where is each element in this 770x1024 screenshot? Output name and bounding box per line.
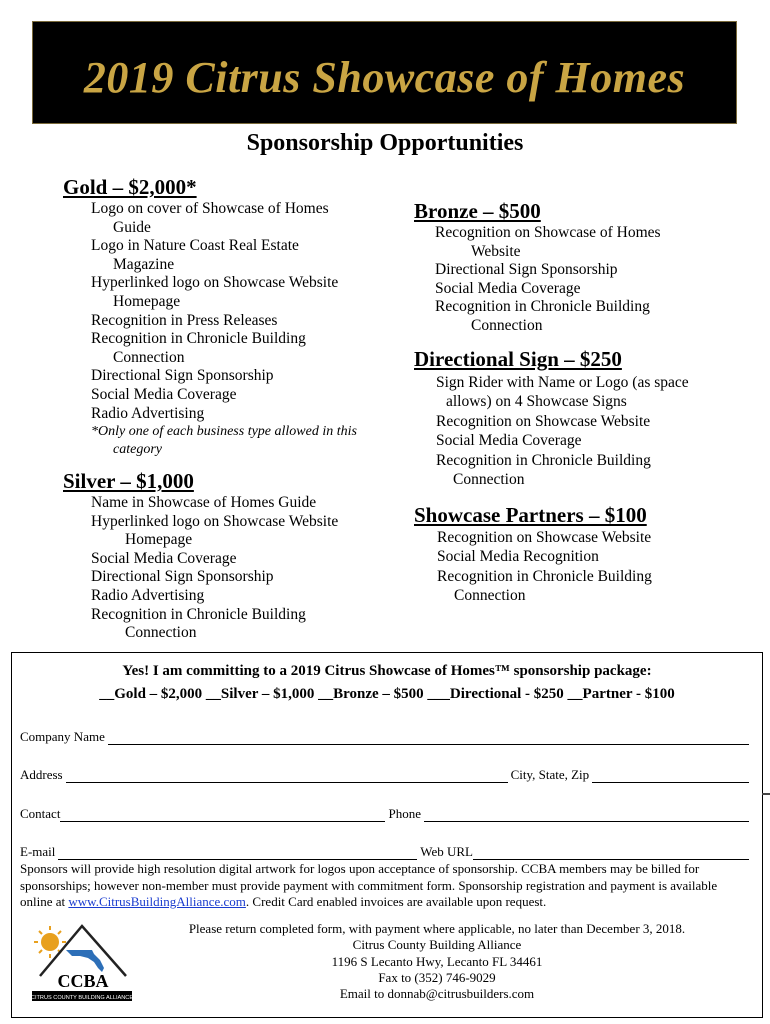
partners-list [437,528,697,606]
list-item: Recognition in Chronicle Building Connection [435,298,650,334]
web-field[interactable] [473,847,749,860]
fine-print-text-end: . Credit Card enabled invoices are available upon request. [245,894,547,909]
phone-field[interactable] [424,809,749,822]
list-item: Directional Sign Sponsorship [435,261,618,279]
list-item: Recognition in Chronicle Building Connection [91,330,306,366]
florida-icon [66,950,104,972]
logo-name: CITRUS COUNTY BUILDING ALLIANCE [30,995,134,1001]
gold-heading: Gold – $2,000* [63,175,197,199]
return-line: Citrus County Building Alliance [352,937,522,953]
email-label: E-mail [20,844,56,859]
email-field[interactable] [58,847,417,860]
title-banner [32,21,737,124]
gold-note: *Only one of each business type allowed in this category [91,424,357,458]
partners-heading: Showcase Partners – $100 [414,503,647,527]
sun-icon [34,926,66,958]
list-item: Social Media Coverage [436,432,582,450]
list-item: Logo on cover of Showcase of Homes Guide [91,200,329,236]
bronze-heading: Bronze – $500 [414,199,541,223]
list-item: Recognition in Chronicle Building Connection [436,451,651,489]
list-item: Social Media Coverage [435,279,581,297]
directional-heading: Directional Sign – $250 [414,347,622,371]
commit-statement: Yes! I am committing to a 2019 Citrus Showcase of Homes™ sponsorship package: [122,663,652,679]
list-item: Hyperlinked logo on Showcase Website Homepage [91,274,339,310]
address-row [20,767,752,783]
return-line: Please return completed form, with payment where applicable, no later than December 3, 2018. [188,921,686,936]
gold-list [91,200,361,459]
company-label: Company Name [20,729,105,744]
package-options[interactable]: __Gold – $2,000 __Silver – $1,000 __Bronze – $500 ___Directional - $250 __Partner - $100 [99,686,675,702]
company-row [20,729,752,745]
list-item: Sign Rider with Name or Logo (as space allows) on 4 Showcase Signs [436,374,689,411]
email-row [20,844,752,860]
list-item: Radio Advertising [91,404,205,422]
web-label: Web URL [420,844,473,859]
list-item: Recognition on Showcase Website [437,529,652,546]
return-line: Email to donnab@citrusbuilders.com [339,986,535,1002]
list-item: Recognition in Press Releases [91,311,278,329]
commitment-form [11,652,763,1018]
list-item: Recognition on Showcase of Homes Website [435,224,661,260]
list-item: Recognition on Showcase Website [436,412,651,430]
page-subtitle: Sponsorship Opportunities [246,130,524,156]
city-field[interactable] [592,770,749,783]
list-item: Hyperlinked logo on Showcase Website Homepage [91,512,339,549]
fine-print-text: Sponsors will provide high resolution digital artwork for logos upon acceptance of sponsorship. CCBA members may be billed for sponsorships; however non-member must provide payment with commitment form. Sponsorship registration and payment is available online at [20,861,718,909]
directional-list [436,373,718,489]
list-item: Social Media Recognition [437,548,599,566]
contact-row [20,806,752,822]
silver-heading: Silver – $1,000 [63,469,194,493]
return-line: Fax to (352) 746-9029 [378,969,496,985]
logo-abbr: CCBA [57,971,109,991]
return-line: 1196 S Lecanto Hwy, Lecanto FL 34461 [331,953,543,969]
list-item: Directional Sign Sponsorship [91,568,274,586]
list-item: Name in Showcase of Homes Guide [91,494,317,511]
fine-print [20,861,752,911]
city-label: City, State, Zip [510,767,590,782]
banner-title: 2019 Citrus Showcase of Homes [83,53,686,102]
bronze-list [435,224,695,336]
address-label: Address [20,767,63,782]
return-instructions [112,921,762,1002]
silver-list [91,494,361,643]
list-item: Social Media Coverage [91,549,237,567]
list-item: Directional Sign Sponsorship [91,367,274,385]
list-item: Recognition in Chronicle Building Connection [91,605,306,642]
contact-field[interactable] [60,809,385,822]
list-item: Logo in Nature Coast Real Estate Magazine [91,237,299,273]
website-link[interactable]: www.CitrusBuildingAlliance.com [68,894,246,909]
phone-label: Phone [388,806,421,821]
list-item: Radio Advertising [91,586,205,604]
company-field[interactable] [108,732,749,745]
list-item: Recognition in Chronicle Building Connection [437,567,652,605]
list-item: Social Media Coverage [91,385,237,403]
page-edge-mark [762,793,770,795]
contact-label: Contact [20,806,61,821]
address-field[interactable] [66,770,508,783]
